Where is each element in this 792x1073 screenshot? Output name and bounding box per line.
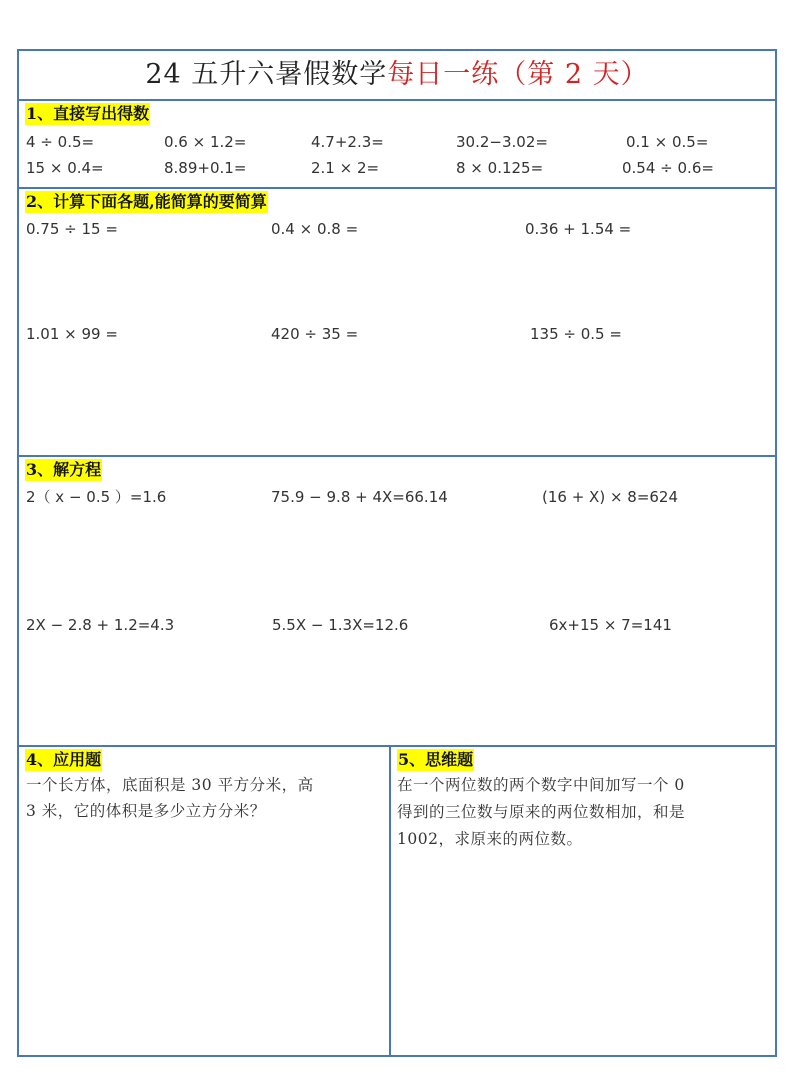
oral-item: 0.54 ÷ 0.6= xyxy=(622,159,714,177)
section-calculation xyxy=(19,189,775,457)
section1-heading: 1、直接写出得数 xyxy=(26,104,150,123)
section-word-problems xyxy=(19,747,775,1055)
calc-item: 1.01 × 99 = xyxy=(26,325,118,343)
equation-item: (16 + X) × 8=624 xyxy=(542,488,679,506)
section5-heading: 5、思维题 xyxy=(398,750,474,769)
oral-item: 15 × 0.4= xyxy=(26,159,104,177)
section-oral-calculation xyxy=(19,101,775,189)
oral-item: 30.2−3.02= xyxy=(456,133,548,151)
equation-item: 2（ x − 0.5 ）=1.6 xyxy=(26,488,167,506)
oral-item: 4.7+2.3= xyxy=(311,133,384,151)
equation-item: 2X − 2.8 + 1.2=4.3 xyxy=(26,616,175,634)
worksheet xyxy=(17,49,777,1057)
section2-heading: 2、计算下面各题,能简算的要简算 xyxy=(26,192,267,211)
title-main: 24 五升六暑假数学 xyxy=(145,59,388,90)
equation-item: 75.9 − 9.8 + 4X=66.14 xyxy=(271,488,448,506)
application-problem xyxy=(19,747,389,1055)
oral-item: 0.6 × 1.2= xyxy=(164,133,247,151)
problem-line: 1002，求原来的两位数。 xyxy=(397,830,583,848)
problem-line: 3 米，它的体积是多少立方分米？ xyxy=(26,802,266,820)
calc-item: 420 ÷ 35 = xyxy=(271,325,359,343)
page-title xyxy=(19,51,775,99)
oral-item: 8.89+0.1= xyxy=(164,159,247,177)
oral-item: 8 × 0.125= xyxy=(456,159,544,177)
calc-item: 135 ÷ 0.5 = xyxy=(530,325,622,343)
problem-line: 一个长方体，底面积是 30 平方分米，高 xyxy=(26,776,314,794)
equation-item: 6x+15 × 7=141 xyxy=(549,616,672,634)
calc-item: 0.4 × 0.8 = xyxy=(271,220,359,238)
section-equations xyxy=(19,457,775,747)
title-row xyxy=(19,51,775,101)
equation-item: 5.5X − 1.3X=12.6 xyxy=(272,616,409,634)
problem-line: 在一个两位数的两个数字中间加写一个 0 xyxy=(397,776,685,794)
section3-heading: 3、解方程 xyxy=(26,460,102,479)
calc-item: 0.36 + 1.54 = xyxy=(525,220,632,238)
oral-item: 0.1 × 0.5= xyxy=(626,133,709,151)
thinking-problem xyxy=(391,747,775,1055)
oral-item: 4 ÷ 0.5= xyxy=(26,133,95,151)
calc-item: 0.75 ÷ 15 = xyxy=(26,220,118,238)
title-highlight: 每日一练（第 2 天） xyxy=(387,59,649,90)
problem-line: 得到的三位数与原来的两位数相加，和是 xyxy=(397,803,686,821)
oral-item: 2.1 × 2= xyxy=(311,159,380,177)
section4-heading: 4、应用题 xyxy=(26,750,102,769)
